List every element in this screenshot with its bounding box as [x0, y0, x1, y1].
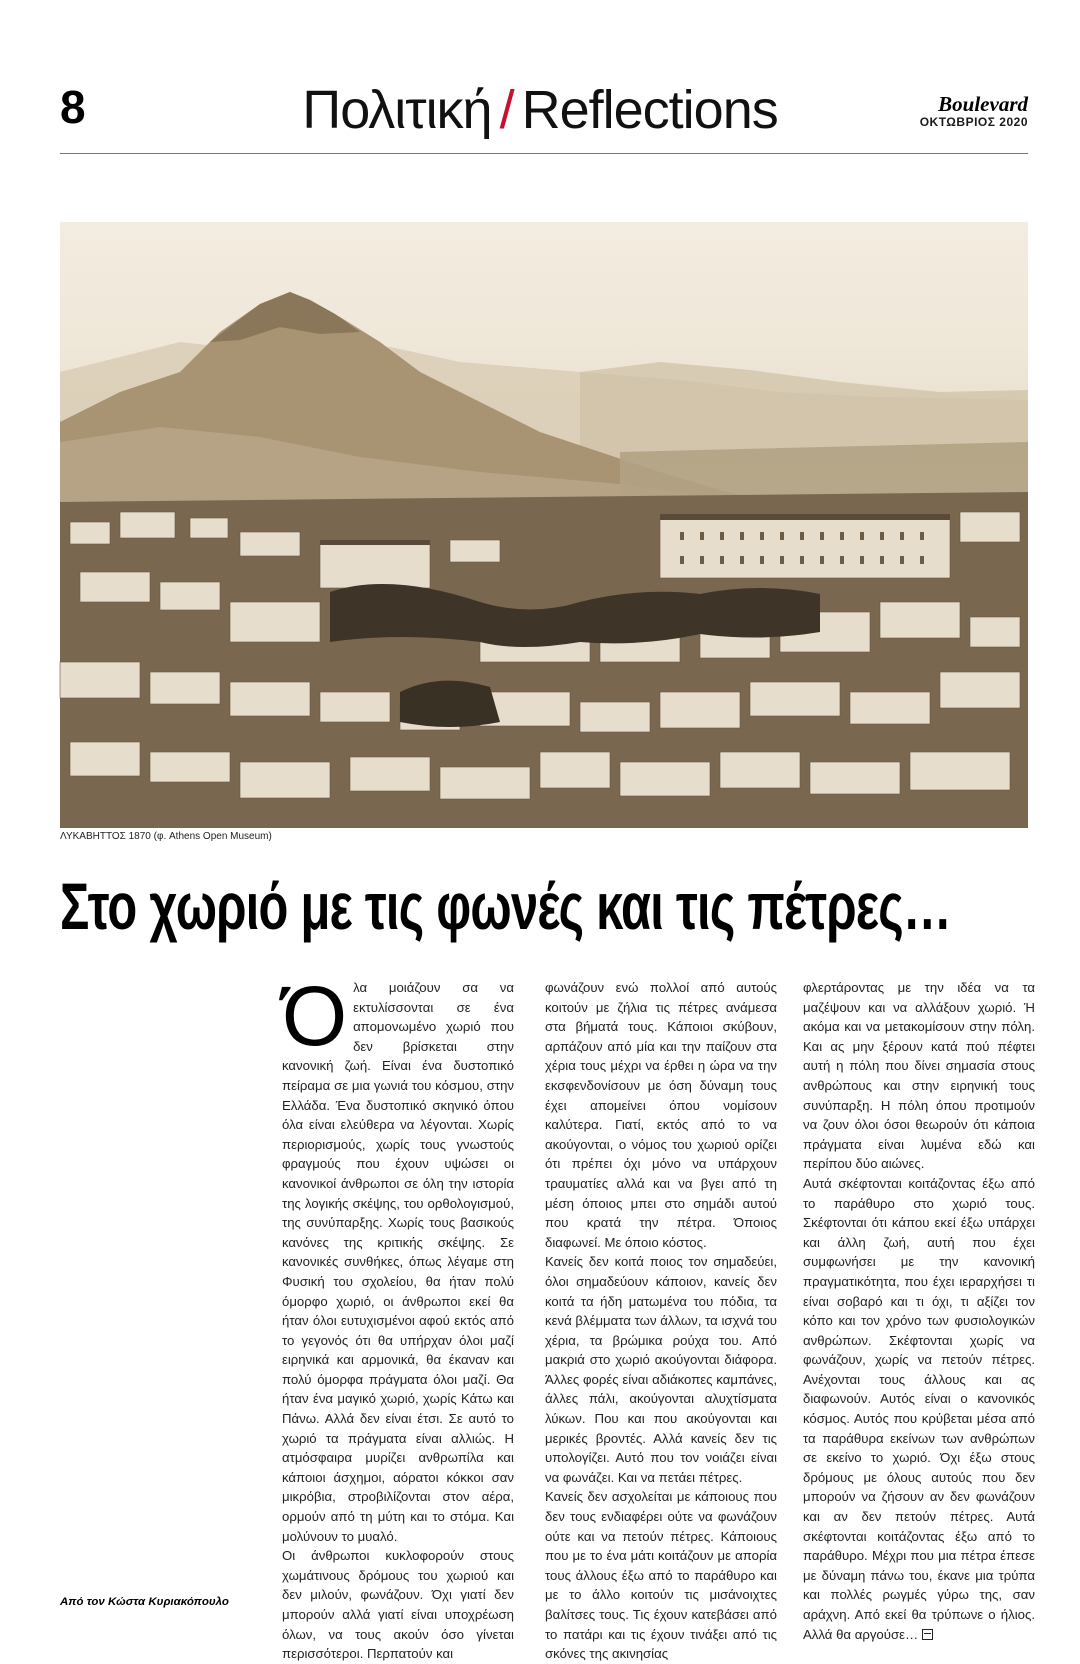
article-column-3: [803, 978, 1035, 1642]
brand-block: [920, 94, 1028, 130]
dropcap: Ό: [282, 969, 348, 1063]
article-column-1: [282, 969, 514, 1662]
article-byline: Από τον Κώστα Κυριακόπουλο: [60, 1596, 229, 1608]
paragraph: Κανείς δεν κοιτά ποιος τον σημαδεύει, όλοι σημαδεύουν κάποιον, κανείς δεν κοιτά τα ήδη ματωμένα του πόδια, τα κενά βλέμματα των άλλων, τα ισχνά του χέρια, τα βρώμικα ρούχα του. Από μακριά στο χωριό ακούγονται διάφορα. Άλλες φορές είναι αδιάκοπες καμπάνες, άλλες πάλι, ακούγονται αλυχτίσματα λύκων. Που και που ακούγονται και μερικές βροντές. Αλλά κανείς δεν τις υπολογίζει. Αυτό που τον νοιάζει είναι να φωνάζει. Και να πετάει πέτρες.: [545, 1254, 777, 1485]
header-rule: [60, 153, 1028, 154]
section-name: Πολιτική: [302, 80, 492, 140]
article-column-2: [545, 978, 777, 1662]
paragraph: Κανείς δεν ασχολείται με κάποιους που δεν τους ενδιαφέρει ούτε να φωνάζουν ούτε και να πετούν πέτρες. Κάποιους που με το ένα μάτι κοιτάζουν με απορία τους άλλους έξω από το παράθυρο και με το άλλο κοιτούν τις μισάνοιχτες βαλίτσες τους. Τις έχουν κατεβάσει από το πατάρι και τις έχουν τινάξει από τις σκόνες της ακινησίας: [545, 1489, 777, 1662]
paragraph-text: Αυτά σκέφτονται κοιτάζοντας έξω από το παράθυρο στο χωριό τους. Σκέφτονται ότι κάπου εκεί έξω υπάρχει και άλλη ζωή, αυτή που έχει συμφωνήσει με την κανονική πραγματικότητα, που έχει ιεραρχήσει τι είναι σοβαρό και τι όχι, τι αξίζει τον κόπο και τον χρόνο των φυσιολογικών ανθρώπων. Σκέφτονται χωρίς να φωνάζουν, χωρίς να πετούν πέτρες. Ανέχονται τους άλλους και ας διαφωνούν. Αυτός είναι ο κανονικός κόσμος. Αυτός που κρύβεται μέσα από τα παράθυρα εκείνων των ανθρώπων σε εκείνο το χωριό. Όχι έξω στους δρόμους με όλους αυτούς που δεν μπορούν να ζήσουν αν δεν φωνάζουν και αν δεν πετούν πέτρες. Αυτά σκέφτονται κοιτάζοντας έξω από το παράθυρο. Μέχρι που μια πέτρα έπεσε με δύναμη πάνω του, έκανε μια τρύπα και πολλές ρωγμές γύρω της, σαν αράχνη. Από εκεί θα τρύπωνε ο ήλιος. Αλλά θα αργούσε…: [803, 1175, 1035, 1642]
paragraph: φλερτάροντας με την ιδέα να τα μαζέψουν και να αλλάξουν χωριό. Ή ακόμα και να μετακομίσουν στην πόλη. Και ας μην ξέρουν κατά πού πέφτει αυτή η πόλη που δίνει σημασία στους ανθρώπους και στην ειρηνική τους συνύπαρξη. Η πόλη όπου προτιμούν να ζουν όλοι όσοι θεωρούν ότι κάποια πράγματα είναι λυμένα εδώ και περίπου δύο αιώνες.: [803, 980, 1035, 1172]
paragraph: Οι άνθρωποι κυκλοφορούν στους χωμάτινους δρόμους του χωριού και δεν μιλούν, φωνάζουν. Όχι γιατί δεν μπορούν αλλά γιατί είναι υποχρέωση όλων, να τους ακούν όσο γίνεται περισσότεροι. Περπατούν και: [282, 1548, 514, 1662]
brand-logo: Boulevard: [938, 92, 1028, 116]
paragraph: λα μοιάζουν σα να εκτυλίσσονται σε ένα απομονωμένο χωριό που δεν βρίσκεται στην κανονική ζωή. Είναι ένα δυστοπικό πείραμα σε μια γωνιά του κόσμου, στην Ελλάδα. Ένα δυστοπικό σκηνικό όπου όλα είναι ελεύθερα να λέγονται. Χωρίς περιορισμούς, χωρίς τους γνωστούς φραγμούς που έχουν υψώσει οι κανονικοί άνθρωποι σε όλη την ιστορία της λογικής σκέψης, του ορθολογισμού, της συνύπαρξης. Χωρίς τους βασικούς κανόνες της κριτικής σκέψης. Σε κανονικές συνθήκες, όπως λέγαμε στη Φυσική του σχολείου, θα ήταν πολύ όμορφο χωριό, οι άνθρωποι εκεί θα ήταν όλοι ευτυχισμένοι αφού εκτός από το γεγονός ότι θα υπήρχαν όλοι μαζί ειρηνικά και αρμονικά, θα έκαναν και πολύ όμορφα πράγματα όλοι μαζί. Θα ήταν ένα μαγικό χωριό, χωρίς Κάτω και Πάνω. Αλλά δεν είναι έτσι. Σε αυτό το χωριό τα πράγματα είναι αλλιώς. Η ατμόσφαιρα μυρίζει ανθρωπίλα και κάποιοι άσχημοι, αόρατοι κόκκοι σαν μικρόβια, στροβιλίζονται στον αέρα, ορμούν από τη μύτη και το στόμα. Και μολύνουν το μυαλό.: [282, 980, 514, 1544]
article-headline: Στο χωριό με τις φωνές και τις πέτρες…: [60, 869, 952, 943]
issue-date: ΟΚΤΩΒΡΙΟΣ 2020: [919, 115, 1028, 129]
paragraph: φωνάζουν ενώ πολλοί από αυτούς κοιτούν με ζήλια τις πέτρες ανάμεσα στα βήματά τους. Κάποιοι σκύβουν, αρπάζουν από μία και την παίζουν στα χέρια τους μέχρι να έρθει η ώρα να την εκσφενδονίσουν με όση δύναμη τους έχει απομείνει όπου νομίσουν καλύτερα. Γιατί, εκτός από το να ακούγονται, ο νόμος του χωριού ορίζει ότι πρέπει όχι μόνο να υπάρχουν τραυματίες αλλά και να βγει από τη μέση όποιος μπει στο σημάδι αυτού που κρατά την πέτρα. Όποιος διαφωνεί. Με όποιο κόστος.: [545, 980, 777, 1250]
section-title: [0, 80, 1080, 140]
historic-city-photo: [60, 222, 1028, 828]
photo-caption: ΛΥΚΑΒΗΤΤΟΣ 1870 (φ. Athens Open Museum): [60, 831, 272, 842]
end-of-article-icon: [922, 1629, 933, 1640]
historic-city-photo-icon: [60, 222, 1028, 828]
subsection-name: Reflections: [521, 80, 778, 140]
page-number: 8: [60, 81, 86, 133]
paragraph: [803, 1174, 1035, 1644]
title-slash: /: [499, 80, 514, 140]
